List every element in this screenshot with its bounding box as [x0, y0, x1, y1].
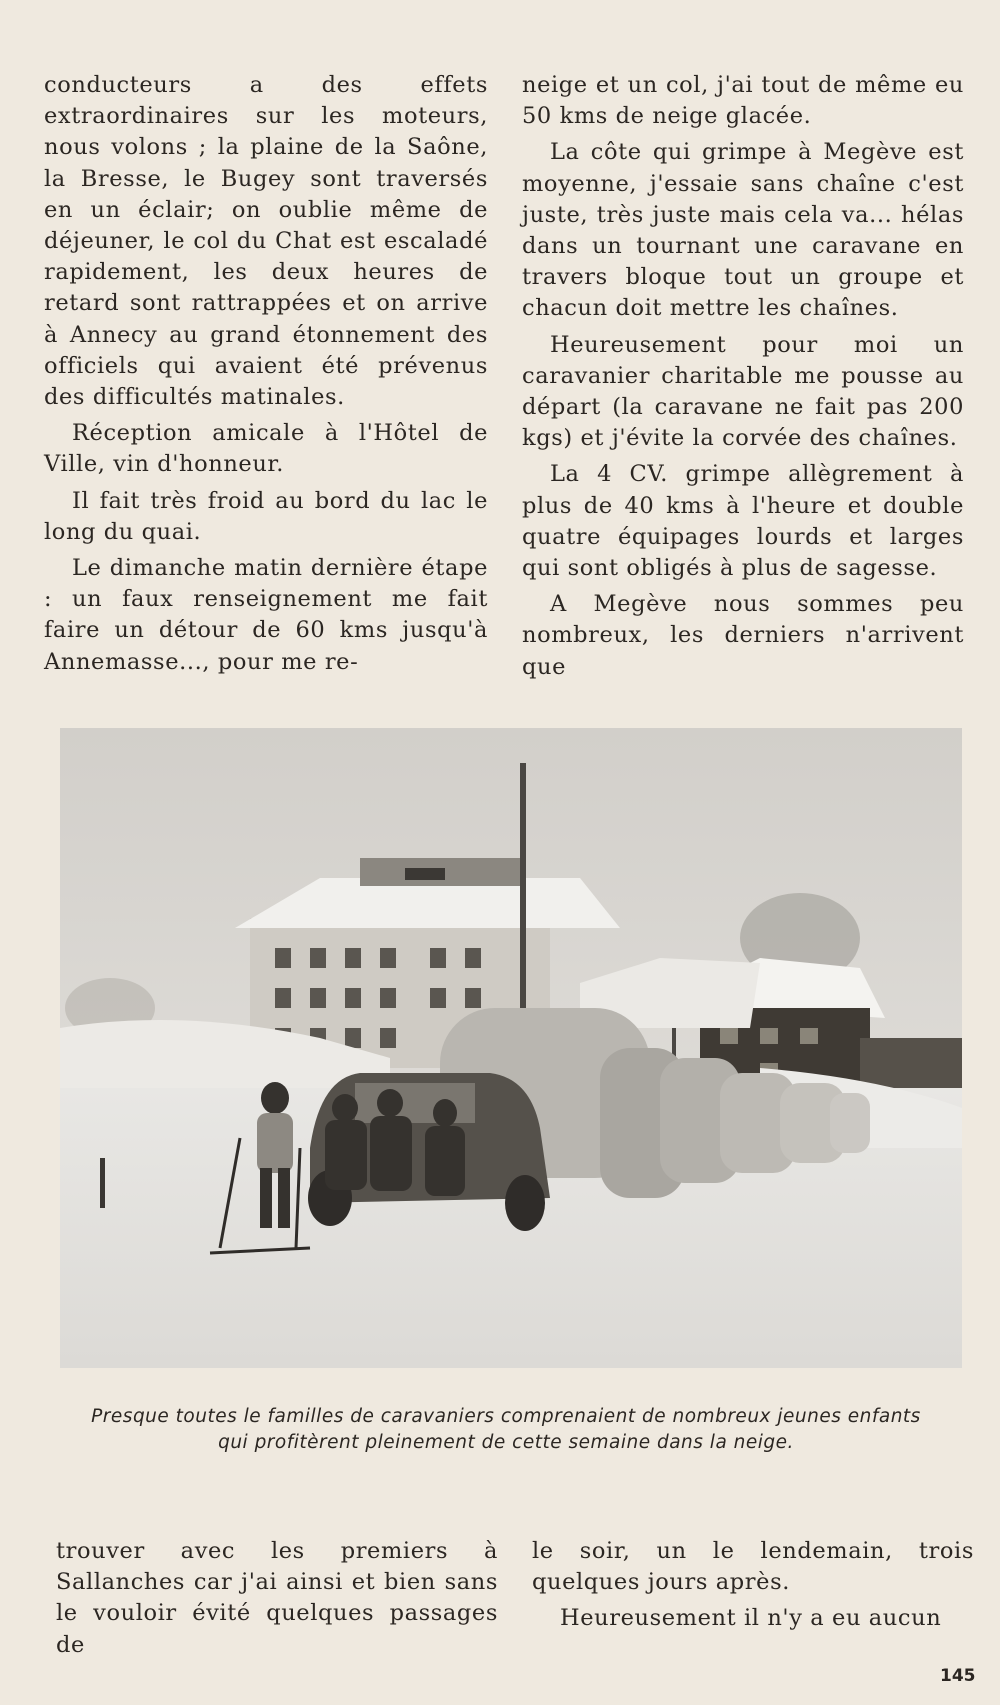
paragraph: le soir, un le lendemain, trois quelques jours après.: [532, 1538, 974, 1596]
text-column-top-left: [44, 70, 488, 678]
paragraph: Heureusement pour moi un caravanier charitable me pousse au départ (la caravane ne fait pas 200 kgs) et j'évite la corvée des chaînes.: [522, 331, 964, 452]
text-column-bottom-left: [56, 1536, 498, 1661]
paragraph: A Megève nous sommes peu nombreux, les derniers n'arrivent que: [522, 591, 964, 680]
text-column-bottom-right: [532, 1536, 974, 1635]
paragraph: conducteurs a des effets extraordinaires sur les moteurs, nous volons ; la plaine de la Saône, la Bresse, le Bugey sont traversés en un éclair; on oublie même de déjeuner, le col du Chat est escaladé rapidement, les deux heures de retard sont rattrappées et on arrive à Annecy au grand étonnement des officiels qui avaient été prévenus des difficultés matinales.: [44, 72, 488, 411]
snow-caravan-photo: [60, 728, 962, 1368]
text-column-top-right: [522, 70, 964, 683]
paragraph: La côte qui grimpe à Megève est moyenne, j'essaie sans chaîne c'est juste, très juste mais cela va... hélas dans un tournant une caravane en travers bloque tout un groupe et chacun doit mettre les chaînes.: [522, 139, 964, 322]
photo-illustration: [60, 728, 962, 1368]
paragraph: Réception amicale à l'Hôtel de Ville, vin d'honneur.: [44, 420, 488, 478]
paragraph: Il fait très froid au bord du lac le long du quai.: [44, 487, 488, 545]
caption-line: Presque toutes le familles de caravaniers comprenaient de nombreux jeunes enfants: [91, 1406, 921, 1427]
paragraph: neige et un col, j'ai tout de même eu 50 kms de neige glacée.: [522, 72, 964, 130]
paragraph: La 4 CV. grimpe allègrement à plus de 40 kms à l'heure et double quatre équipages lourds et larges qui sont obligés à plus de sagesse.: [522, 461, 964, 582]
paragraph: Le dimanche matin dernière étape : un faux renseignement me fait faire un détour de 60 kms jusqu'à Annemasse..., pour me re-: [44, 555, 488, 675]
paragraph: Heureusement il n'y a eu aucun: [560, 1605, 942, 1632]
paragraph: trouver avec les premiers à Sallanches car j'ai ainsi et bien sans le vouloir évité quelques passages de: [56, 1538, 498, 1658]
caption-line: qui profitèrent pleinement de cette semaine dans la neige.: [218, 1432, 794, 1453]
photo-caption: [40, 1404, 972, 1456]
page-number: 145: [940, 1666, 976, 1686]
